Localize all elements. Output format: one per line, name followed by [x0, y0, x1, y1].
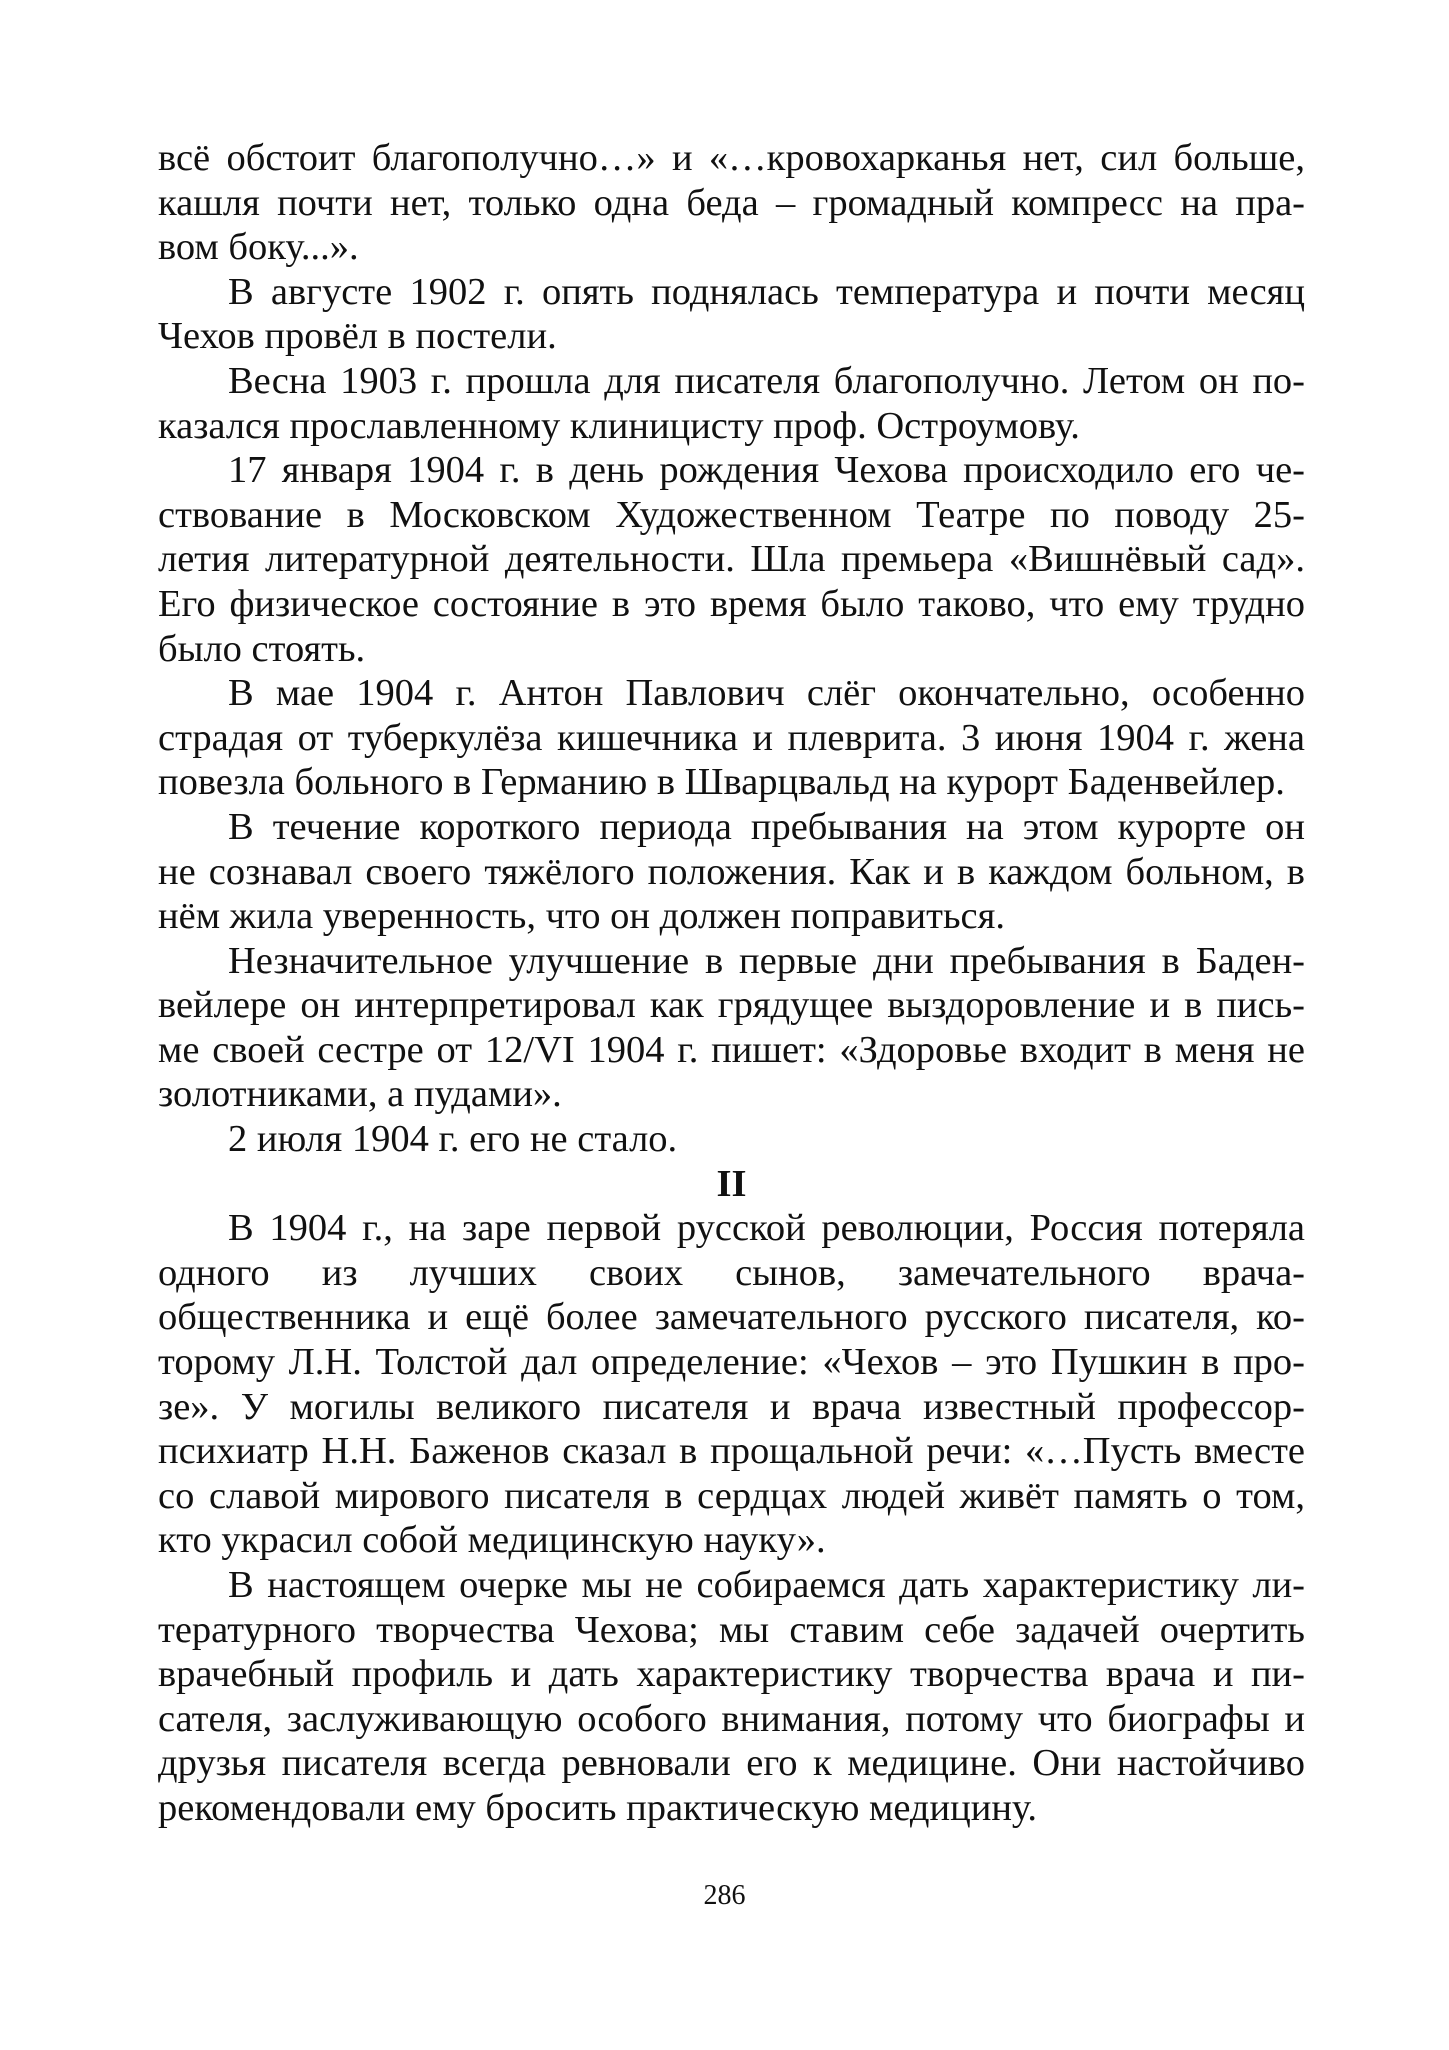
text-line: Незначительное улучшение в первые дни пребывания в Баден- [228, 939, 1305, 982]
text-line: вейлере он интерпретировал как грядущее выздоровление и в пись- [158, 984, 1305, 1027]
text-line: нём жила уверенность, что он должен поправиться. [158, 895, 1005, 938]
text-line: золотниками, а пудами». [158, 1073, 562, 1116]
text-line: страдая от туберкулёза кишечника и плеврита. 3 июня 1904 г. жена [158, 716, 1305, 759]
text-line: Весна 1903 г. прошла для писателя благополучно. Летом он по- [228, 359, 1305, 402]
text-line: ме своей сестре от 12/VI 1904 г. пишет: «Здоровье входит в меня не [158, 1028, 1305, 1071]
text-line: В настоящем очерке мы не собираемся дать характеристику ли- [228, 1564, 1305, 1606]
text-line: В мае 1904 г. Антон Павлович слёг окончательно, особенно [228, 672, 1305, 715]
text-line: вом боку...». [158, 226, 359, 269]
text-line: друзья писателя всегда ревновали его к медицине. Они настойчиво [158, 1742, 1305, 1785]
text-line: врачебный профиль и дать характеристику творчества врача и пи- [158, 1653, 1305, 1696]
page-number: 286 [703, 1880, 746, 1911]
text-line: кто украсил собой медицинскую науку». [158, 1519, 826, 1562]
body-text [158, 136, 1305, 1831]
text-line: кашля почти нет, только одна беда – громадный компресс на пра- [158, 181, 1305, 224]
text-line: было стоять. [158, 627, 366, 670]
text-line: тературного творчества Чехова; мы ставим себе задачей очертить [158, 1608, 1305, 1651]
text-line: повезла больного в Германию в Шварцвальд на курорт Баденвейлер. [158, 761, 1285, 804]
text-line: со славой мирового писателя в сердцах людей живёт память о том, [158, 1474, 1305, 1517]
text-line: сателя, заслуживающую особого внимания, потому что биографы и [158, 1697, 1305, 1740]
text-line: казался прославленному клиницисту проф. Остроумову. [158, 404, 1080, 447]
text-line: торому Л.Н. Толстой дал определение: «Чехов – это Пушкин в про- [158, 1341, 1305, 1384]
text-line: летия литературной деятельности. Шла премьера «Вишнёвый сад». [158, 538, 1305, 581]
text-line: психиатр Н.Н. Баженов сказал в прощальной речи: «…Пусть вместе [158, 1430, 1305, 1473]
text-line: В течение короткого периода пребывания на этом курорте он [228, 805, 1305, 848]
text-line: 17 января 1904 г. в день рождения Чехова происходило его че- [228, 449, 1305, 492]
text-line: Чехов провёл в постели. [158, 315, 557, 358]
text-line: общественника и ещё более замечательного русского писателя, ко- [158, 1296, 1305, 1339]
text-line: ствование в Московском Художественном Театре по поводу 25- [158, 493, 1305, 536]
text-line: зе». У могилы великого писателя и врача известный профессор- [158, 1385, 1305, 1428]
text-line: не сознавал своего тяжёлого положения. Как и в каждом больном, в [158, 850, 1305, 893]
text-line: 2 июля 1904 г. его не стало. [228, 1118, 678, 1161]
text-line: всё обстоит благополучно…» и «…кровохарканья нет, сил больше, [158, 137, 1305, 179]
section-heading: II [716, 1162, 747, 1205]
text-line: Его физическое состояние в это время было таково, что ему трудно [158, 582, 1305, 625]
text-line: рекомендовали ему бросить практическую медицину. [158, 1786, 1037, 1829]
text-line: В 1904 г., на заре первой русской революции, Россия потеряла [228, 1207, 1305, 1250]
text-line: одного из лучших своих сынов, замечательного врача- [158, 1251, 1305, 1294]
text-line: В августе 1902 г. опять поднялась температура и почти месяц [228, 270, 1305, 313]
